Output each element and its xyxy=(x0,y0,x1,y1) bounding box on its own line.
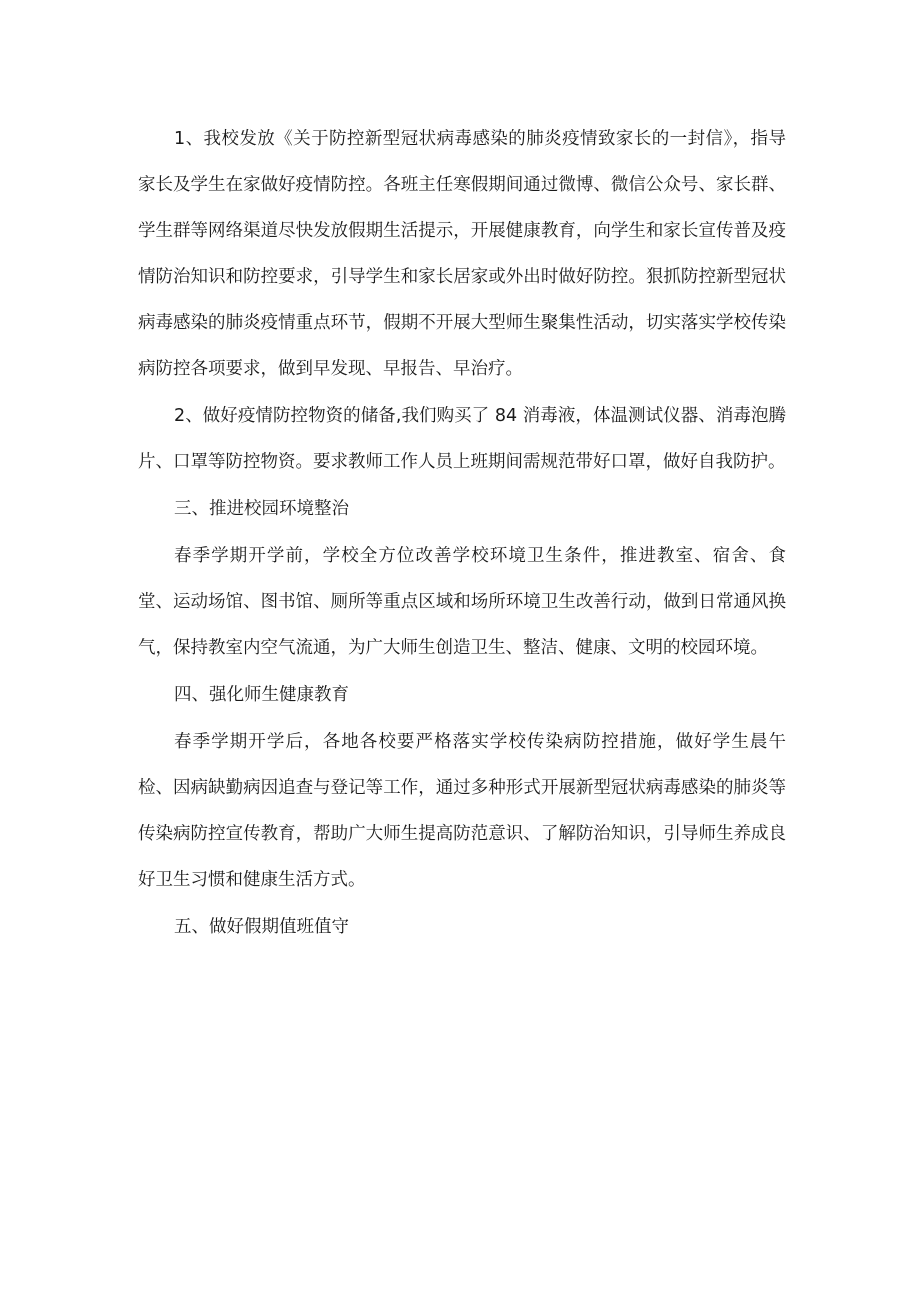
section-heading-3: 三、推进校园环境整治 xyxy=(174,499,349,519)
paragraph-3: 春季学期开学前，学校全方位改善学校环境卫生条件，推进教室、宿舍、食堂、运动场馆、图书馆、厕所等重点区域和场所环境卫生改善行动，做到日常通风换气，保持教室内空气流通，为广大师生创造卫生、整洁、健康、文明的校园环境。 xyxy=(138,546,786,658)
document-page xyxy=(138,116,786,951)
section-heading-4: 四、强化师生健康教育 xyxy=(174,685,349,705)
paragraph-1: 1、我校发放《关于防控新型冠状病毒感染的肺炎疫情致家长的一封信》，指导家长及学生在家做好疫情防控。各班主任寒假期间通过微博、微信公众号、家长群、学生群等网络渠道尽快发放假期生活提示，开展健康教育，向学生和家长宣传普及疫情防治知识和防控要求，引导学生和家长居家或外出时做好防控。狠抓防控新型冠状病毒感染的肺炎疫情重点环节，假期不开展大型师生聚集性活动，切实落实学校传染病防控各项要求，做到早发现、早报告、早治疗。 xyxy=(138,129,786,379)
section-heading-5: 五、做好假期值班值守 xyxy=(174,917,349,937)
paragraph-2: 2、做好疫情防控物资的储备,我们购买了 84 消毒液，体温测试仪器、消毒泡腾片、口罩等防控物资。要求教师工作人员上班期间需规范带好口罩，做好自我防护。 xyxy=(138,406,786,472)
paragraph-4: 春季学期开学后，各地各校要严格落实学校传染病防控措施，做好学生晨午检、因病缺勤病因追查与登记等工作，通过多种形式开展新型冠状病毒感染的肺炎等传染病防控宣传教育，帮助广大师生提高防范意识、了解防治知识，引导师生养成良好卫生习惯和健康生活方式。 xyxy=(138,732,786,890)
